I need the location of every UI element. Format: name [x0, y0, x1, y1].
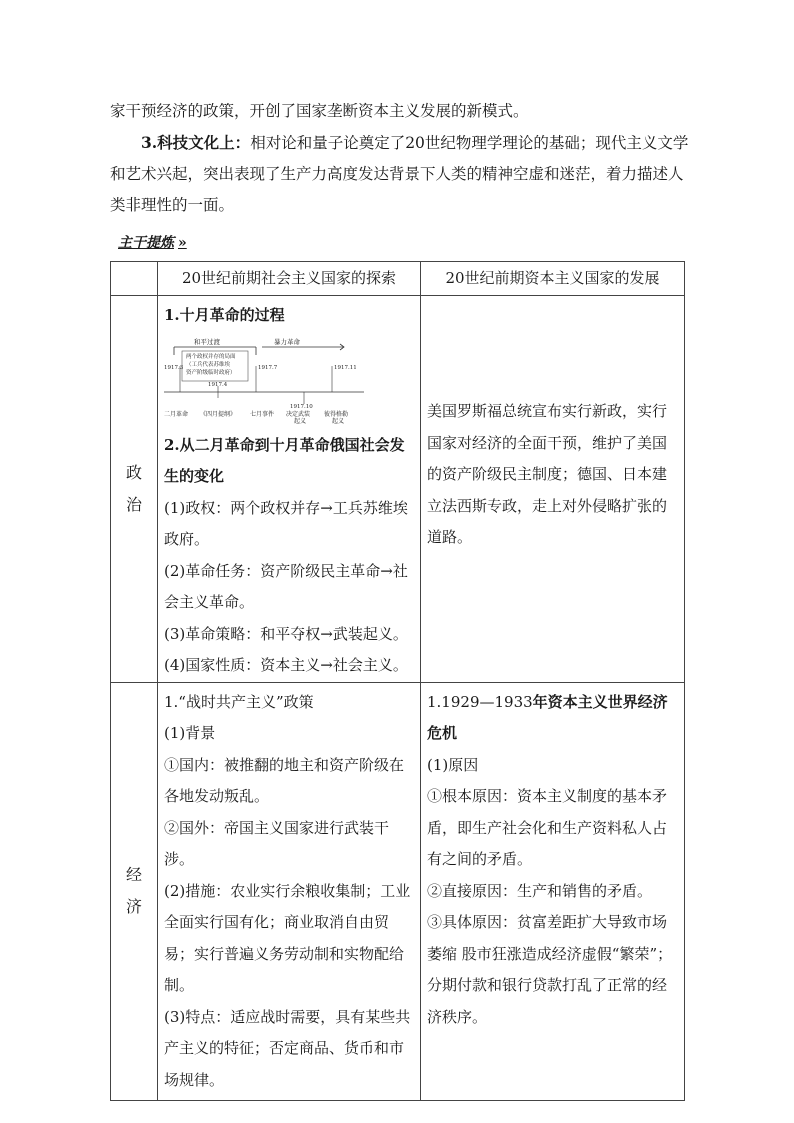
economy-capitalist-cell [421, 682, 685, 1101]
politics-title-1: 1.十月革命的过程 [164, 306, 285, 324]
economy-item: 1.“战时共产主义”政策 [164, 692, 314, 711]
economy-capitalist-item: ①根本原因：资本主义制度的基本矛盾，即生产社会化和生产资料私人占有之间的矛盾。 [427, 787, 668, 868]
chevron-double-right-icon: » [178, 235, 187, 251]
economy-capitalist-item: ③具体原因：贫富差距扩大导致市场萎缩 股市狂涨造成经济虚假“繁荣”；分期付款和银行贷款打乱了正常的经济秩序。 [427, 913, 673, 1026]
economy-item: (2)措施：农业实行余粮收集制；工业全面实行国有化；商业取消自由贸易；实行普遍义务劳动制和实物配给制。 [164, 881, 411, 994]
comparison-table [110, 261, 685, 1101]
header-corner [111, 262, 158, 296]
timeline-event-2: 《四月提纲》 [200, 410, 237, 418]
economy-capitalist-item: (1)原因 [427, 755, 479, 774]
politics-socialist-cell [158, 296, 421, 683]
timeline-date-5: 1917.10 [290, 403, 313, 410]
economy-item: (1)背景 [164, 724, 216, 742]
timeline-dual-3: 资产阶级临时政府） [186, 369, 236, 376]
table-row-politics [111, 296, 685, 683]
timeline-date-3: 1917.11 [334, 364, 357, 371]
timeline-date-2: 1917.7 [258, 364, 278, 371]
table-header-row [111, 262, 685, 296]
timeline-peaceful: 和平过渡 [194, 337, 220, 346]
timeline-dual-1: 两个政权并存的局面 [186, 353, 236, 360]
politics-item: (3)革命策略：和平夺权→武装起义。 [164, 624, 408, 643]
politics-capitalist-text: 美国罗斯福总统宣布实行新政，实行国家对经济的全面干预，维护了美国的资产阶级民主制度；德国、日本建立法西斯专政，走上对外侵略扩张的道路。 [427, 402, 668, 546]
timeline-event-4a: 决定武装 [286, 410, 311, 418]
row-label-politics: 政 治 [111, 296, 158, 683]
header-capitalist: 20世纪前期资本主义国家的发展 [421, 262, 685, 296]
timeline-event-1: 二月革命 [164, 410, 189, 418]
economy-item: (3)特点：适应战时需要，具有某些共产主义的特征；否定商品、货币和市场规律。 [164, 1007, 411, 1089]
timeline-date-4: 1917.4 [208, 381, 228, 388]
economy-capitalist-title: 1.1929—1933年资本主义世界经济危机 [427, 692, 668, 742]
header-socialist: 20世纪前期社会主义国家的探索 [158, 262, 421, 296]
table-row-economy [111, 682, 685, 1101]
timeline-event-5b: 起义 [332, 417, 345, 424]
timeline-event-3: 七月事件 [250, 410, 275, 418]
timeline-event-5a: 彼得格勒 [324, 410, 349, 418]
intro-line-1: 家干预经济的政策，开创了国家垄断资本主义发展的新模式。 [110, 102, 529, 120]
politics-title-2: 2.从二月革命到十月革命俄国社会发生的变化 [164, 435, 405, 485]
politics-item: (2)革命任务：资产阶级民主革命→社会主义革命。 [164, 561, 408, 611]
economy-socialist-cell [158, 682, 421, 1101]
october-revolution-timeline [164, 336, 364, 424]
section-title-text: 主干提炼 [118, 235, 174, 251]
intro-paragraph-3 [110, 127, 690, 221]
economy-item: ①国内：被推翻的地主和资产阶级在各地发动叛乱。 [164, 755, 405, 805]
politics-item: (4)国家性质：资本主义→社会主义。 [164, 656, 408, 674]
economy-item: ②国外：帝国主义国家进行武装干涉。 [164, 818, 390, 868]
politics-capitalist-cell [421, 296, 685, 683]
economy-capitalist-item: ②直接原因：生产和销售的矛盾。 [427, 881, 653, 900]
timeline-violent: 暴力革命 [274, 337, 300, 346]
row-label-economy: 经 济 [111, 682, 158, 1101]
timeline-dual-2: （工兵代表苏维埃 [186, 361, 231, 368]
intro-text [110, 96, 690, 221]
section-title [118, 232, 187, 252]
politics-item: (1)政权：两个政权并存→工兵苏维埃政府。 [164, 498, 408, 548]
intro-label: 3.科技文化上： [141, 133, 251, 152]
timeline-date-1: 1917.3 [164, 364, 184, 371]
timeline-event-4b: 起义 [294, 417, 307, 424]
intro-body: 相对论和量子论奠定了20世纪物理学理论的基础；现代主义文学和艺术兴起，突出表现了生产力高度发达背景下人类的精神空虚和迷茫，着力描述人类非理性的一面。 [110, 134, 689, 214]
